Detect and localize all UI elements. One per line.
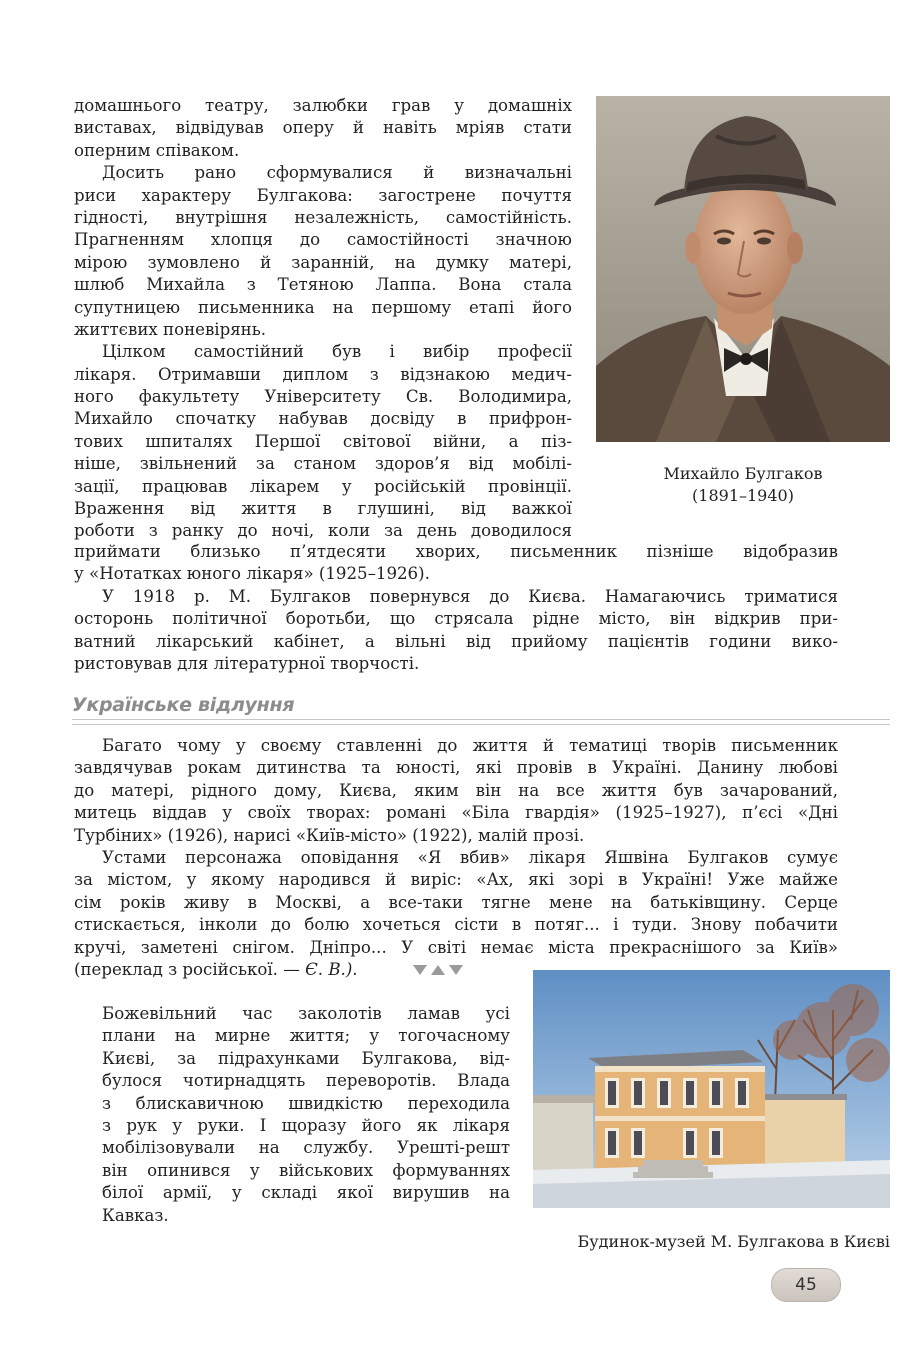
text-line: до матері, рідного дому, Києва, яким він на все життя був зачарований,	[74, 780, 838, 800]
text-line: шлюб Михайла з Тетяною Лаппа. Вона стала	[74, 275, 572, 295]
bulgakov-museum-photo	[533, 970, 890, 1208]
portrait-caption-name: Михайло Булгаков	[663, 464, 823, 483]
text-line: супутницею письменника на першому етапі його	[74, 297, 572, 317]
text-line: кручі, заметені снігом. Дніпро... У світі немає міста прекраснішого за Київ»	[74, 937, 838, 957]
text-line: домашнього театру, залюбки грав у домашніх	[74, 96, 572, 115]
text-line: плани на мирне життя; у тогочасному	[102, 1026, 510, 1046]
text-line: сім років живу в Москві, а все-таки тягне мене на батьківщину. Серце	[74, 892, 838, 912]
text-line: Прагненням хлопця до самостійності значною	[74, 230, 572, 250]
text-line: у «Нотатках юного лікаря» (1925–1926).	[74, 564, 430, 584]
text-line: він опинився у військових формуваннях	[102, 1160, 510, 1180]
text-line: роботи з ранку до ночі, коли за день доводилося	[74, 521, 572, 541]
text-line: осторонь політичної боротьби, що стрясала рідне місто, він відкрив при-	[74, 609, 838, 629]
text-line: оперним співаком.	[74, 140, 240, 160]
text-line: митець віддав у своїх творах: романі «Біла гвардія» (1925–1927), п’єсі «Дні	[74, 803, 838, 823]
page-number: 45	[771, 1268, 841, 1302]
section-heading: Українське відлуння	[72, 694, 295, 716]
text-line: Багато чому у своєму ставленні до життя й тематиці творів письменник	[102, 736, 838, 755]
text-line: за містом, у якому народився й виріс: «Ах, які зорі в Україні! Уже майже	[74, 870, 838, 890]
text-column-section	[74, 735, 838, 981]
text-line: Устами персонажа оповідання «Я вбив» лікаря Яшвіна Булгаков сумує	[102, 847, 838, 867]
text-column-bottom	[102, 1003, 510, 1227]
text-line: Кавказ.	[102, 1205, 169, 1225]
text-line: лікаря. Отримавши диплом з відзнакою медич-	[74, 364, 572, 384]
translator-initials: Є. В.).	[305, 959, 358, 979]
text-line: Божевільний час заколотів ламав усі	[102, 1004, 510, 1023]
text-line: Враження від життя в глушині, від важкої	[74, 499, 572, 519]
end-of-section-triangles-icon	[412, 962, 464, 976]
text-line: ристовував для літературної творчості.	[74, 653, 420, 673]
text-column-top	[74, 95, 572, 543]
text-line: ніше, звільнений за станом здоров’я від мобілі-	[74, 454, 572, 474]
bulgakov-portrait	[596, 96, 890, 442]
text-line: булося чотирнадцять переворотів. Влада	[102, 1071, 510, 1091]
text-column-full	[74, 541, 838, 675]
section-divider	[72, 719, 890, 725]
text-line: з рук у руки. І щоразу його як лікаря	[102, 1115, 510, 1135]
museum-caption: Будинок-музей М. Булгакова в Києві	[577, 1232, 890, 1251]
text-line: з блискавичною швидкістю переходила	[102, 1093, 510, 1113]
text-line: гідності, внутрішня незалежність, самостійність.	[74, 207, 572, 227]
text-line: стискається, інколи до болю хочеться сісти в потяг... і туди. Знову побачити	[74, 915, 838, 935]
text-line: тових шпиталях Першої світової війни, а піз-	[74, 431, 572, 451]
text-line: Досить рано сформувалися й визначальні	[102, 163, 572, 183]
text-line: мобілізовували на службу. Урешті-решт	[102, 1138, 510, 1158]
text-line: життєвих поневірянь.	[74, 319, 267, 339]
text-line: Києві, за підрахунками Булгакова, від-	[102, 1048, 510, 1068]
text-line: завдячував рокам дитинства та юності, які провів в Україні. Данину любові	[74, 758, 838, 778]
text-line: Турбіних» (1926), нарисі «Київ-місто» (1922), малій прозі.	[74, 825, 585, 845]
text-line: Цілком самостійний був і вибір професії	[102, 342, 572, 362]
text-line: зації, працював лікарем у російській провінції.	[74, 476, 572, 496]
text-line: ватний лікарський кабінет, а вільні від прийому пацієнтів години вико-	[74, 631, 838, 651]
text-line: виставах, відвідував оперу й навіть мріяв стати	[74, 118, 572, 138]
text-line: мірою зумовлено й заранній, на думку матері,	[74, 252, 572, 272]
text-line: білої армії, у складі якої вирушив на	[102, 1183, 510, 1203]
text-line: Михайло спочатку набував досвіду в прифрон-	[74, 409, 572, 429]
portrait-caption-years: (1891–1940)	[692, 486, 794, 505]
text-line: риси характеру Булгакова: загострене почуття	[74, 185, 572, 205]
translation-note: (переклад з російської. —	[74, 959, 306, 979]
text-line: У 1918 р. М. Булгаков повернувся до Києва. Намагаючись триматися	[102, 586, 838, 606]
text-line: приймати близько п’ятдесяти хворих, письменник пізніше відобразив	[74, 542, 838, 561]
text-line: ного факультету Університету Св. Володимира,	[74, 387, 572, 407]
portrait-caption	[596, 463, 890, 507]
